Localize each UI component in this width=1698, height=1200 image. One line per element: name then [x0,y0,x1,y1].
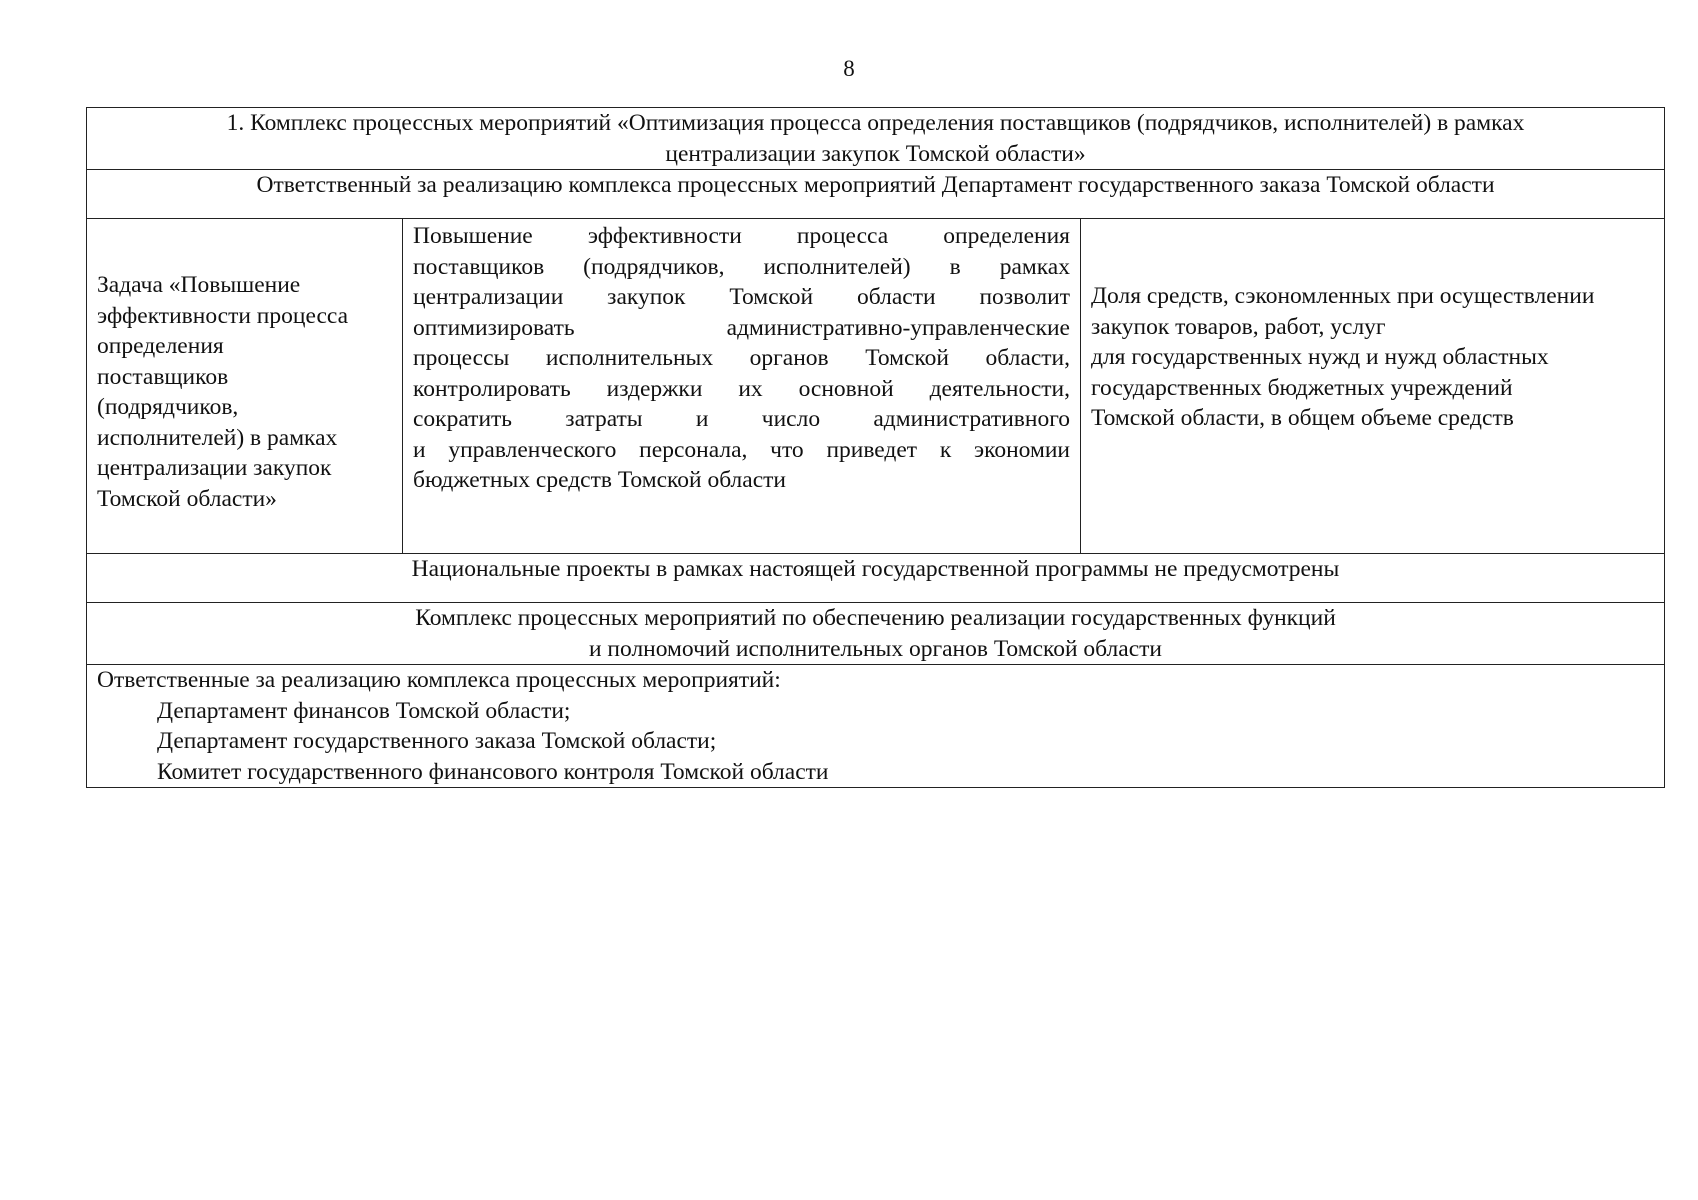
description-line: контролировать издержки их основной деятельности, [413,375,1070,402]
task-line: эффективности процесса [97,302,349,329]
indicator-line: закупок товаров, работ, услуг [1091,313,1386,340]
complex-cell [87,603,1665,665]
indicator-line: для государственных нужд и нужд областных [1091,344,1549,370]
responsibles-item: Департамент государственного заказа Томской области; [157,728,717,754]
responsibles-cell [87,665,1665,788]
page-number: 8 [843,56,855,81]
national-projects-text: Национальные проекты в рамках настоящей государственной программы не предусмотрены [411,556,1340,582]
table-row-title [87,108,1665,170]
indicator-line: Доля средств, сэкономленных при осуществлении [1091,283,1595,309]
description-line: сократить затраты и число административного [413,406,1070,432]
task-line: централизации закупок [97,455,332,481]
task-line: исполнителей) в рамках [97,424,338,451]
description-line: оптимизировать административно-управленческие [413,314,1070,341]
table-row-task [87,219,1665,554]
description-line: Повышение эффективности процесса определения [413,223,1070,249]
complex-title-line-2: централизации закупок Томской области» [665,140,1086,167]
indicator-cell [1081,219,1665,554]
complex-line-2: и полномочий исполнительных органов Томской области [588,635,1162,662]
table-row-complex [87,603,1665,665]
description-cell [403,219,1081,554]
description-line: поставщиков (подрядчиков, исполнителей) в рамках [413,253,1070,280]
description-line: и управленческого персонала, что приведет к экономии [413,436,1070,463]
responsibles-item: Комитет государственного финансового контроля Томской области [157,758,829,785]
description-line: централизации закупок Томской области позволит [413,284,1070,310]
task-line: Задача «Повышение [97,272,301,298]
task-line: Томской области» [97,485,277,512]
table-row-national-projects [87,554,1665,603]
responsibles-item: Департамент финансов Томской области; [157,697,571,724]
complex-line-1: Комплекс процессных мероприятий по обеспечению реализации государственных функций [415,605,1336,631]
task-line: (подрядчиков, [97,394,239,420]
indicator-line: государственных бюджетных учреждений [1091,374,1513,401]
table-row-responsibles [87,665,1665,788]
task-line: поставщиков [97,363,229,390]
task-line: определения [97,333,224,359]
indicator-line: Томской области, в общем объеме средств [1091,405,1514,431]
description-line: бюджетных средств Томской области [413,467,786,493]
responsible-text: Ответственный за реализацию комплекса процессных мероприятий Департамент государственного заказа Томской области [256,172,1495,198]
description-line: процессы исполнительных органов Томской области, [413,345,1070,371]
national-projects-cell [87,554,1665,603]
responsible-cell [87,170,1665,219]
table-row-responsible [87,170,1665,219]
program-table [86,107,1665,788]
complex-title-line-1: 1. Комплекс процессных мероприятий «Оптимизация процесса определения поставщиков (подрядчиков, исполнителей) в рамках [226,110,1525,136]
complex-title-cell [87,108,1665,170]
task-cell [87,219,403,554]
responsibles-heading: Ответственные за реализацию комплекса процессных мероприятий: [97,667,781,693]
